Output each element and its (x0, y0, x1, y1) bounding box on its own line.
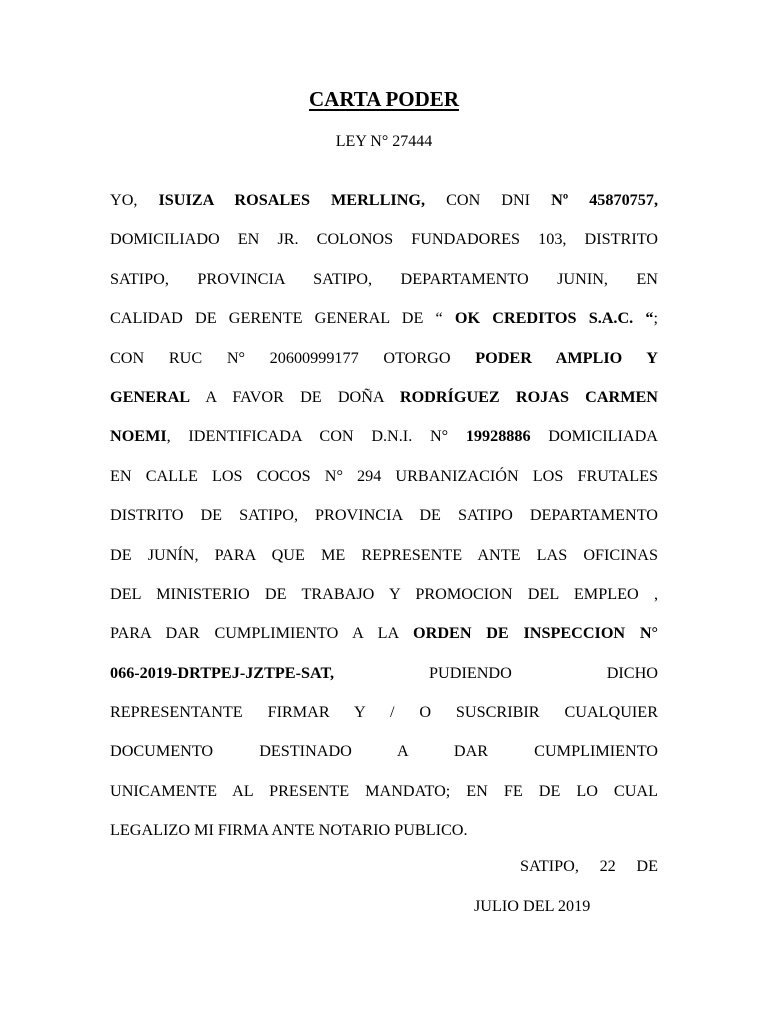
body-text-segment: CON RUC N° 20600999177 OTORGO (110, 348, 476, 367)
law-reference: LEY N° 27444 (335, 133, 433, 150)
body-line (110, 461, 658, 500)
body-text-segment: YO, (110, 191, 159, 209)
body-line (110, 343, 658, 382)
body-text-segment: UNICAMENTE AL PRESENTE MANDATO; EN FE DE LO CUAL (110, 781, 658, 800)
body-text-bold: ORDEN DE INSPECCION N° (413, 624, 658, 643)
body-text-segment: PARA DAR CUMPLIMIENTO A LA (110, 624, 414, 643)
body-text-segment: REPRESENTANTE FIRMAR Y / O SUSCRIBIR CUALQUIER (110, 703, 658, 722)
document-title: CARTA PODER (309, 87, 459, 111)
body-text-bold: 066-2019-DRTPEJ-JZTPE-SAT, (110, 663, 335, 682)
body-line (110, 579, 658, 618)
body-text-segment: , IDENTIFICADA CON D.N.I. N° (166, 427, 466, 446)
body-text-segment: ; (653, 309, 658, 328)
body-line (110, 224, 658, 263)
body-text-segment: DOMICILIADO EN JR. COLONOS FUNDADORES 103, DISTRITO (110, 230, 658, 249)
body-text-segment: PUDIENDO DICHO (334, 663, 658, 682)
body-text-bold: 19928886 (465, 427, 531, 446)
body-text-bold: GENERAL (110, 387, 191, 406)
date-line: JULIO DEL 2019 (474, 897, 591, 915)
body-text-bold: ISUIZA ROSALES MERLLING, (158, 191, 426, 209)
body-text-bold: PODER AMPLIO Y (475, 348, 658, 367)
body-text-bold: NOEMI (110, 427, 167, 446)
body-text-segment: DEL MINISTERIO DE TRABAJO Y PROMOCION DEL EMPLEO , (110, 584, 658, 603)
body-line (110, 540, 658, 579)
body-line (110, 382, 658, 421)
body-text-segment: A FAVOR DE DOÑA (190, 387, 400, 406)
body-text-bold: OK CREDITOS S.A.C. “ (454, 309, 654, 328)
body-text-segment: EN CALLE LOS COCOS N° 294 URBANIZACIÓN LOS FRUTALES (110, 466, 658, 485)
body-text-segment: LEGALIZO MI FIRMA ANTE NOTARIO PUBLICO. (110, 821, 468, 840)
body-line (110, 736, 658, 775)
body-text-bold: RODRÍGUEZ ROJAS CARMEN (399, 387, 658, 406)
body-text-segment: SATIPO, PROVINCIA SATIPO, DEPARTAMENTO JUNIN, EN (110, 269, 658, 288)
body-line (110, 776, 658, 815)
body-text-segment: CALIDAD DE GERENTE GENERAL DE “ (110, 309, 455, 328)
body-text-segment: DOCUMENTO DESTINADO A DAR CUMPLIMIENTO (110, 742, 658, 761)
body-line (110, 421, 658, 460)
body-text-segment: DE JUNÍN, PARA QUE ME REPRESENTE ANTE LAS OFICINAS (110, 545, 658, 564)
body-line (110, 697, 658, 736)
body-line (110, 264, 658, 303)
body-line (110, 185, 658, 224)
body-text-segment: DISTRITO DE SATIPO, PROVINCIA DE SATIPO DEPARTAMENTO (110, 506, 658, 525)
date-place-line: SATIPO, 22 DE (520, 857, 658, 875)
body-line (110, 618, 658, 657)
body-text-bold: Nº 45870757, (551, 191, 658, 209)
body-text-segment: DOMICILIADA (530, 427, 658, 446)
body-line (110, 815, 658, 854)
body-line (110, 303, 658, 342)
document-body (110, 185, 658, 855)
body-text-segment: CON DNI (425, 191, 552, 209)
body-line (110, 500, 658, 539)
body-line (110, 658, 658, 697)
